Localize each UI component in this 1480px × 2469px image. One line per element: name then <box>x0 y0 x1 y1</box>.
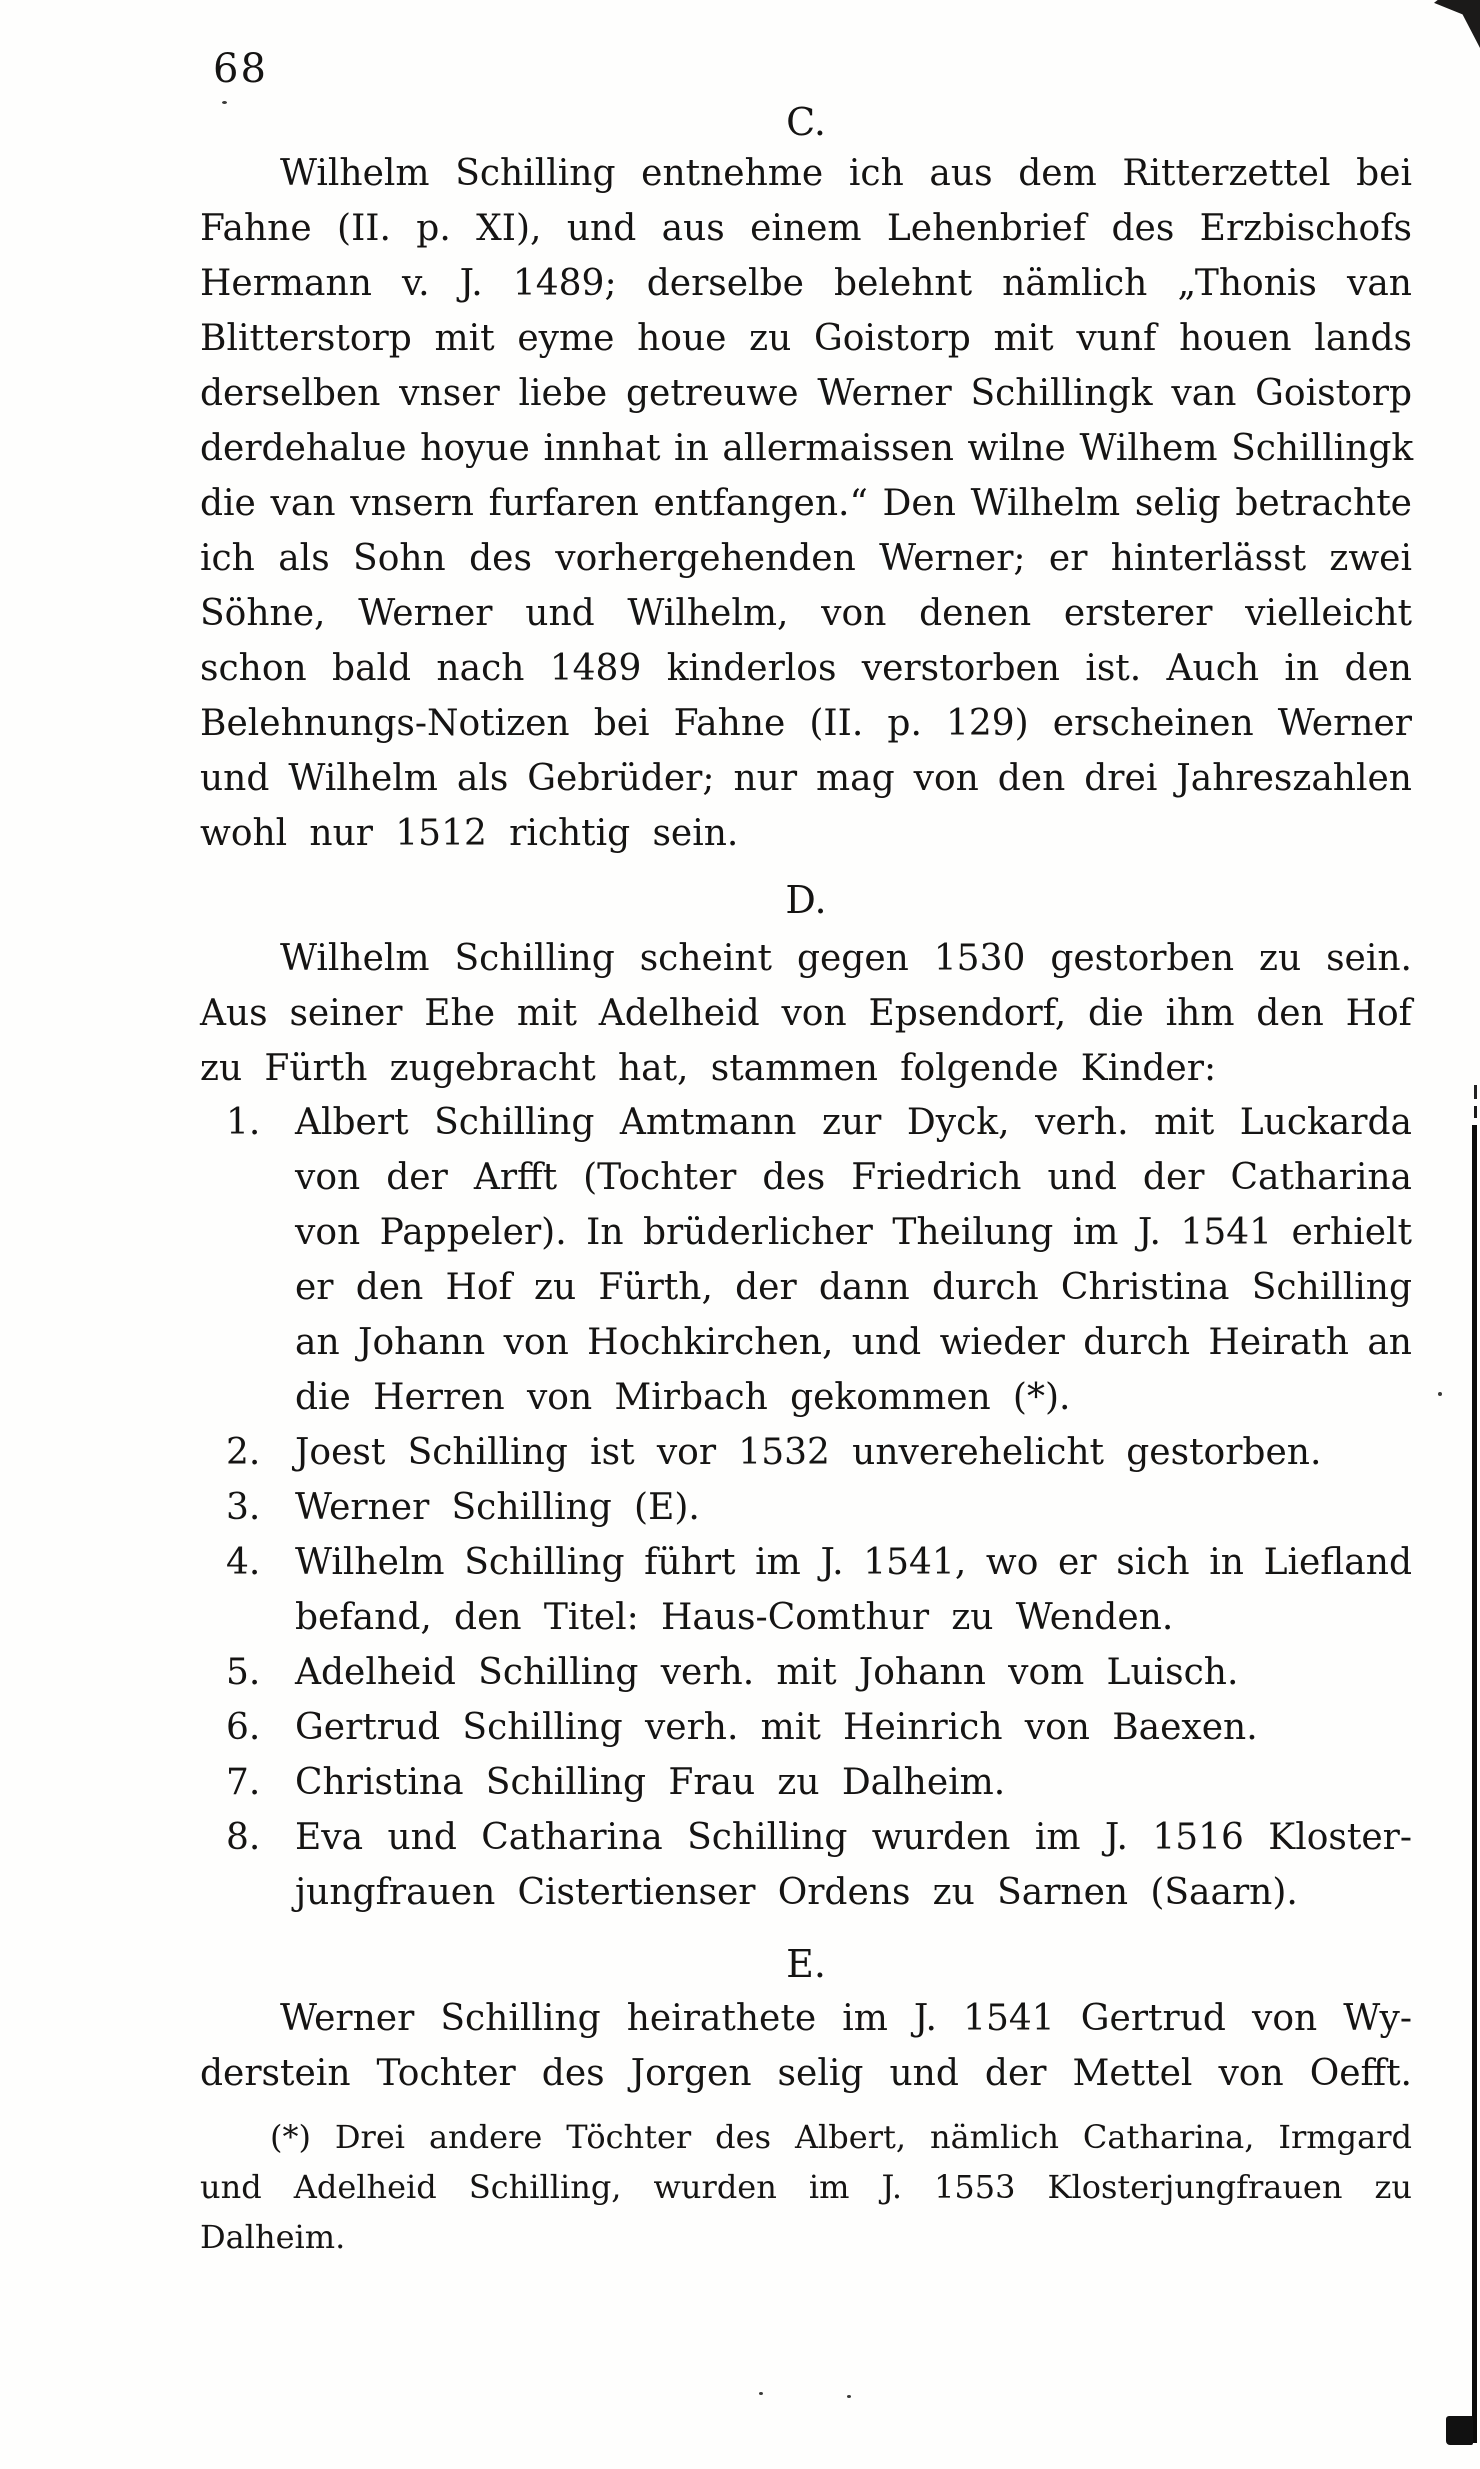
text-line: wohl nur 1512 richtig sein. <box>200 813 739 854</box>
list-item-number: 8. <box>226 1817 261 1858</box>
text-line: Wilhelm Schilling entnehme ich aus dem Ritterzettel bei <box>280 153 1412 194</box>
list-item-number: 4. <box>226 1542 261 1583</box>
section-heading-e: E. <box>786 1942 826 1986</box>
text-line: und Wilhelm als Gebrüder; nur mag von den drei Jahreszahlen <box>200 758 1412 799</box>
list-item <box>200 1095 1412 1425</box>
text-line: Christina Schilling Frau zu Dalheim. <box>295 1762 1006 1803</box>
list-item <box>200 1645 1412 1700</box>
section-heading-c: C. <box>786 100 826 144</box>
text-line: Fahne (II. p. XI), und aus einem Lehenbrief des Erzbischofs <box>200 208 1412 249</box>
text-line: Werner Schilling (E). <box>295 1487 700 1528</box>
text-line: Dalheim. <box>200 2218 346 2256</box>
text-line: Hermann v. J. 1489; derselbe belehnt nämlich „Thonis van <box>200 263 1412 304</box>
scan-edge-dash <box>1474 1106 1477 1118</box>
text-line: Joest Schilling ist vor 1532 unverehelicht gestorben. <box>295 1432 1322 1473</box>
text-line: Söhne, Werner und Wilhelm, von denen ersterer vielleicht <box>200 593 1412 634</box>
list-item-number: 3. <box>226 1487 261 1528</box>
list-item <box>200 1535 1412 1645</box>
text-line: (*) Drei andere Töchter des Albert, nämlich Catharina, Irmgard <box>270 2118 1412 2156</box>
list-item-number: 2. <box>226 1432 261 1473</box>
scan-speck <box>222 101 227 104</box>
text-line: befand, den Titel: Haus-Comthur zu Wenden. <box>295 1597 1174 1638</box>
text-line: zu Fürth zugebracht hat, stammen folgende Kinder: <box>200 1048 1217 1089</box>
scan-speck <box>1438 1392 1442 1396</box>
list-item-number: 6. <box>226 1707 261 1748</box>
text-line: ich als Sohn des vorhergehenden Werner; er hinterlässt zwei <box>200 538 1412 579</box>
text-line: Werner Schilling heirathete im J. 1541 Gertrud von Wy- <box>280 1998 1412 2039</box>
list-item-number: 5. <box>226 1652 261 1693</box>
scan-edge-blob <box>1446 2416 1473 2445</box>
scan-edge-dash <box>1474 1085 1477 1099</box>
text-line: Wilhelm Schilling führt im J. 1541, wo er sich in Liefland <box>295 1542 1412 1583</box>
list-item <box>200 1810 1412 1920</box>
text-line: von der Arfft (Tochter des Friedrich und der Catharina <box>295 1157 1412 1198</box>
text-line: Gertrud Schilling verh. mit Heinrich von Baexen. <box>295 1707 1258 1748</box>
text-line: derdehalue hoyue innhat in allermaissen wilne Wilhem Schillingk <box>200 428 1414 469</box>
scan-corner-smudge <box>1434 0 1480 48</box>
list-item <box>200 1480 1412 1535</box>
text-line: die Herren von Mirbach gekommen (*). <box>295 1377 1071 1418</box>
footnote <box>200 2112 1412 2262</box>
scan-speck <box>847 2395 851 2398</box>
text-line: derstein Tochter des Jorgen selig und der Mettel von Oefft. <box>200 2053 1412 2094</box>
list-item <box>200 1425 1412 1480</box>
text-line: Blitterstorp mit eyme houe zu Goistorp mit vunf houen lands <box>200 318 1412 359</box>
text-line: von Pappeler). In brüderlicher Theilung im J. 1541 erhielt <box>295 1212 1412 1253</box>
list-item-number: 1. <box>226 1102 261 1143</box>
text-line: an Johann von Hochkirchen, und wieder durch Heirath an <box>295 1322 1412 1363</box>
text-line: Albert Schilling Amtmann zur Dyck, verh. mit Luckarda <box>295 1102 1412 1143</box>
text-line: Adelheid Schilling verh. mit Johann vom Luisch. <box>295 1652 1239 1693</box>
text-line: er den Hof zu Fürth, der dann durch Christina Schilling <box>295 1267 1412 1308</box>
section-heading-d: D. <box>785 878 827 922</box>
text-line: Wilhelm Schilling scheint gegen 1530 gestorben zu sein. <box>280 938 1412 979</box>
text-line: derselben vnser liebe getreuwe Werner Schillingk van Goistorp <box>200 373 1412 414</box>
children-list <box>200 1095 1412 1920</box>
scan-speck <box>759 2392 763 2395</box>
paragraph-d <box>200 931 1412 1096</box>
text-line: Aus seiner Ehe mit Adelheid von Epsendorf, die ihm den Hof <box>200 993 1412 1034</box>
text-line: Belehnungs-Notizen bei Fahne (II. p. 129) erscheinen Werner <box>200 703 1412 744</box>
paragraph-e <box>200 1991 1412 2101</box>
list-item <box>200 1700 1412 1755</box>
text-line: Eva und Catharina Schilling wurden im J. 1516 Kloster- <box>295 1817 1412 1858</box>
list-item-number: 7. <box>226 1762 261 1803</box>
text-line: schon bald nach 1489 kinderlos verstorben ist. Auch in den <box>200 648 1412 689</box>
page-number: 68 <box>213 46 268 92</box>
text-line: die van vnsern furfaren entfangen.“ Den Wilhelm selig betrachte <box>200 483 1412 524</box>
paragraph-c <box>200 146 1412 861</box>
list-item <box>200 1755 1412 1810</box>
scan-edge-line <box>1472 1125 1477 2443</box>
text-line: und Adelheid Schilling, wurden im J. 1553 Klosterjungfrauen zu <box>200 2168 1412 2206</box>
text-line: jungfrauen Cistertienser Ordens zu Sarnen (Saarn). <box>295 1872 1298 1913</box>
